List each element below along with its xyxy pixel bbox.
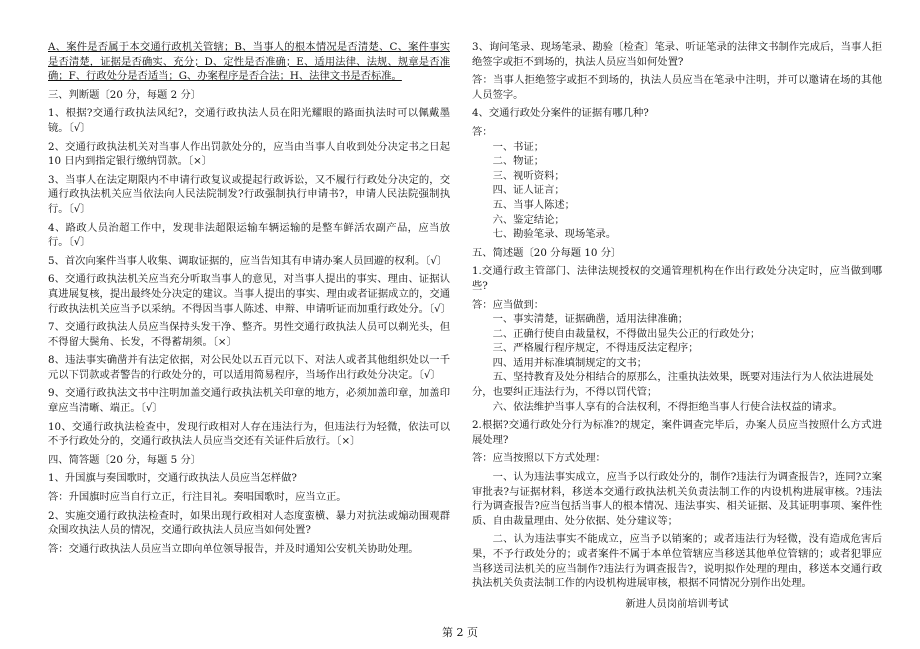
essay-answer-item: 五、坚持教育及处分相结合的原那么，注重执法效果，既要对违法行为人依法进展处分，也要纠正违法行为，不得以罚代管； [472,371,874,399]
essay-answer-item: 一、事实清楚，证据确凿，适用法律准确； [492,313,689,326]
essay-answer-item: 六、依法维护当事人享有的合法权利，不得拒绝当事人行使合法权益的请求。 [492,400,843,413]
evidence-item: 六、鉴定结论； [492,213,565,226]
true-false-question-2: 2、交通行政执法机关对当事人作出罚款处分的，应当由当事人自收到处分决定书之日起 10 日内到指定银行缴纳罚款。〔×〕 [48,140,450,168]
answer-options-paragraph: A、案件是否属于本交通行政机关管辖；B、当事人的根本情况是否清楚、C、案件事实是否清楚，证据是否确实、充分；D、定性是否准确；E、适用法律、法规、规章是否准确；F、行政处分是否适当；G、办案程序是否合法；H、法律文书是否标准。 [48,41,450,83]
essay-question-1: 1.交通行政主管部门、法律法规授权的交通管理机构在作出行政处分决定时，应当做到哪些? [472,265,882,292]
short-answer-answer-1: 答：升国旗时应当自行立正，行注目礼。奏唱国歌时，应当立正。 [48,491,347,504]
essay-answer-2-label: 答：应当按照以下方式处理： [472,452,606,465]
essay-answer-1-label: 答：应当做到： [472,298,545,311]
left-column [48,40,450,560]
exam-title: 新进人员岗前培训考试 [625,597,729,610]
true-false-question-4: 4、路政人员治超工作中，发现非法超限运输车辆运输的是整车鲜活农副产品，应当放行。〔√〕 [48,221,450,249]
true-false-question-6: 6、交通行政执法机关应当充分听取当事人的意见，对当事人提出的事实、理由、证据认真进展复核，提出最终处分决定的建议。当事人提出的事实、理由或者证据成立的，交通行政执法机关应当予以采纳。不得因当事人陈述、申辩、申请听证而加重行政处分。〔√〕 [48,273,451,315]
evidence-item: 四、证人证言； [492,184,565,197]
short-answer-question-2: 2、实施交通行政执法检查时，如果出现行政相对人态度蛮横、暴力对抗法或煽动围观群众围攻执法人员的情况，交通行政执法人员应当如何处置? [48,509,450,537]
true-false-question-3: 3、当事人在法定期限内不申请行政复议或提起行政诉讼，又不履行行政处分决定的，交通行政执法机关应当依法向人民法院制发?行政强制执行申请书?，申请人民法院强制执行。〔√〕 [48,173,450,215]
right-column [472,40,882,622]
evidence-item: 一、书证； [492,140,545,153]
true-false-question-9: 9、交通行政执法文书中注明加盖交通行政执法机关印章的地方，必须加盖印章，加盖印章应当清晰、端正。〔√〕 [48,387,450,415]
section-heading-true-false: 三、判断题〔20 分，每题 2 分〕 [48,88,202,101]
short-answer-answer-4-label: 答： [472,125,493,138]
section-heading-short-answer: 四、简答题〔20 分，每题 5 分〕 [48,453,202,466]
evidence-item: 二、物证； [492,155,545,168]
evidence-list [472,140,882,242]
evidence-item: 三、视听资料； [492,169,565,182]
page-number: 第 2 页 [442,626,478,639]
true-false-question-7: 7、交通行政执法人员应当保持头发干净、整齐。男性交通行政执法人员可以剃光头，但不得留大鬓角、长发，不得蓄胡须。〔×〕 [48,321,450,348]
essay-question-2: 2.根据?交通行政处分行为标准?的规定，案件调查完毕后，办案人员应当按照什么方式进展处理? [472,419,882,446]
essay-answer-item: 二、正确行使自由裁量权，不得做出显失公正的行政处分； [492,327,761,340]
short-answer-answer-2: 答：交通行政执法人员应当立即向单位领导报告，并及时通知公安机关协助处理。 [48,542,419,555]
short-answer-question-3: 3、询问笔录、现场笔录、勘验〔检查〕笔录、听证笔录的法律文书制作完成后，当事人拒绝签字或拒不到场的，执法人员应当如何处置? [472,41,882,68]
section-heading-essay: 五、简述题〔20 分每题 10 分〕 [472,246,622,259]
evidence-item: 七、勘验笔录、现场笔录。 [492,228,617,241]
evidence-item: 五、当事人陈述； [492,198,575,211]
short-answer-answer-3: 答：当事人拒绝签字或拒不到场的，执法人员应当在笔录中注明，并可以邀请在场的其他人员签字。 [472,74,882,101]
short-answer-question-4: 4、交通行政处分案件的证据有哪几种? [472,107,649,120]
true-false-question-1: 1、根据?交通行政执法风纪?，交通行政执法人员在阳光耀眼的路面执法时可以佩戴墨镜。〔√〕 [48,107,450,134]
essay-answer-2-paragraph-2: 二、认为违法事实不能成立，应当予以销案的；或者违法行为轻微，没有造成危害后果，不予行政处分的；或者案件不属于本单位管辖应当移送其他单位管辖的；或者犯罪应当移送司法机关的应当制作?违法行为调查报告?，说明拟作处理的理由，移送本交通行政执法机关负责法制工作的内设机构进展审核，根据不同情况分别作出处理。 [472,533,882,590]
true-false-question-8: 8、违法事实确凿并有法定依据，对公民处以五百元以下、对法人或者其他组织处以一千元以下罚款或者警告的行政处分的，可以适用简易程序，当场作出行政处分决定。〔√〕 [48,354,450,381]
short-answer-question-1: 1、升国旗与奏国歌时，交通行政执法人员应当怎样做? [48,472,297,485]
essay-answer-item: 四、适用并标准填制规定的文书； [492,356,648,369]
true-false-question-5: 5、首次向案件当事人收集、调取证据的，应当告知其有申请办案人员回避的权利。〔√〕 [48,254,448,267]
essay-answer-1-list [472,312,882,414]
true-false-question-10: 10、交通行政执法检查中，发现行政相对人存在违法行为，但违法行为轻微，依法可以不予行政处分的，交通行政执法人员应当交还有关证件后放行。〔×〕 [48,420,450,448]
essay-answer-item: 三、严格履行程序规定，不得违反法定程序； [492,342,699,355]
essay-answer-2-paragraph-1: 一、认为违法事实成立，应当予以行政处分的，制作?违法行为调查报告?，连同?立案审批表?与证据材料，移送本交通行政执法机关负责法制工作的内设机构进展审核。?违法行为调查报告?应当包括当事人的根本情况、违法事实、相关证据、及其证明事项、案件性质、自由裁量理由、处分依据、处分建议等； [472,471,882,527]
